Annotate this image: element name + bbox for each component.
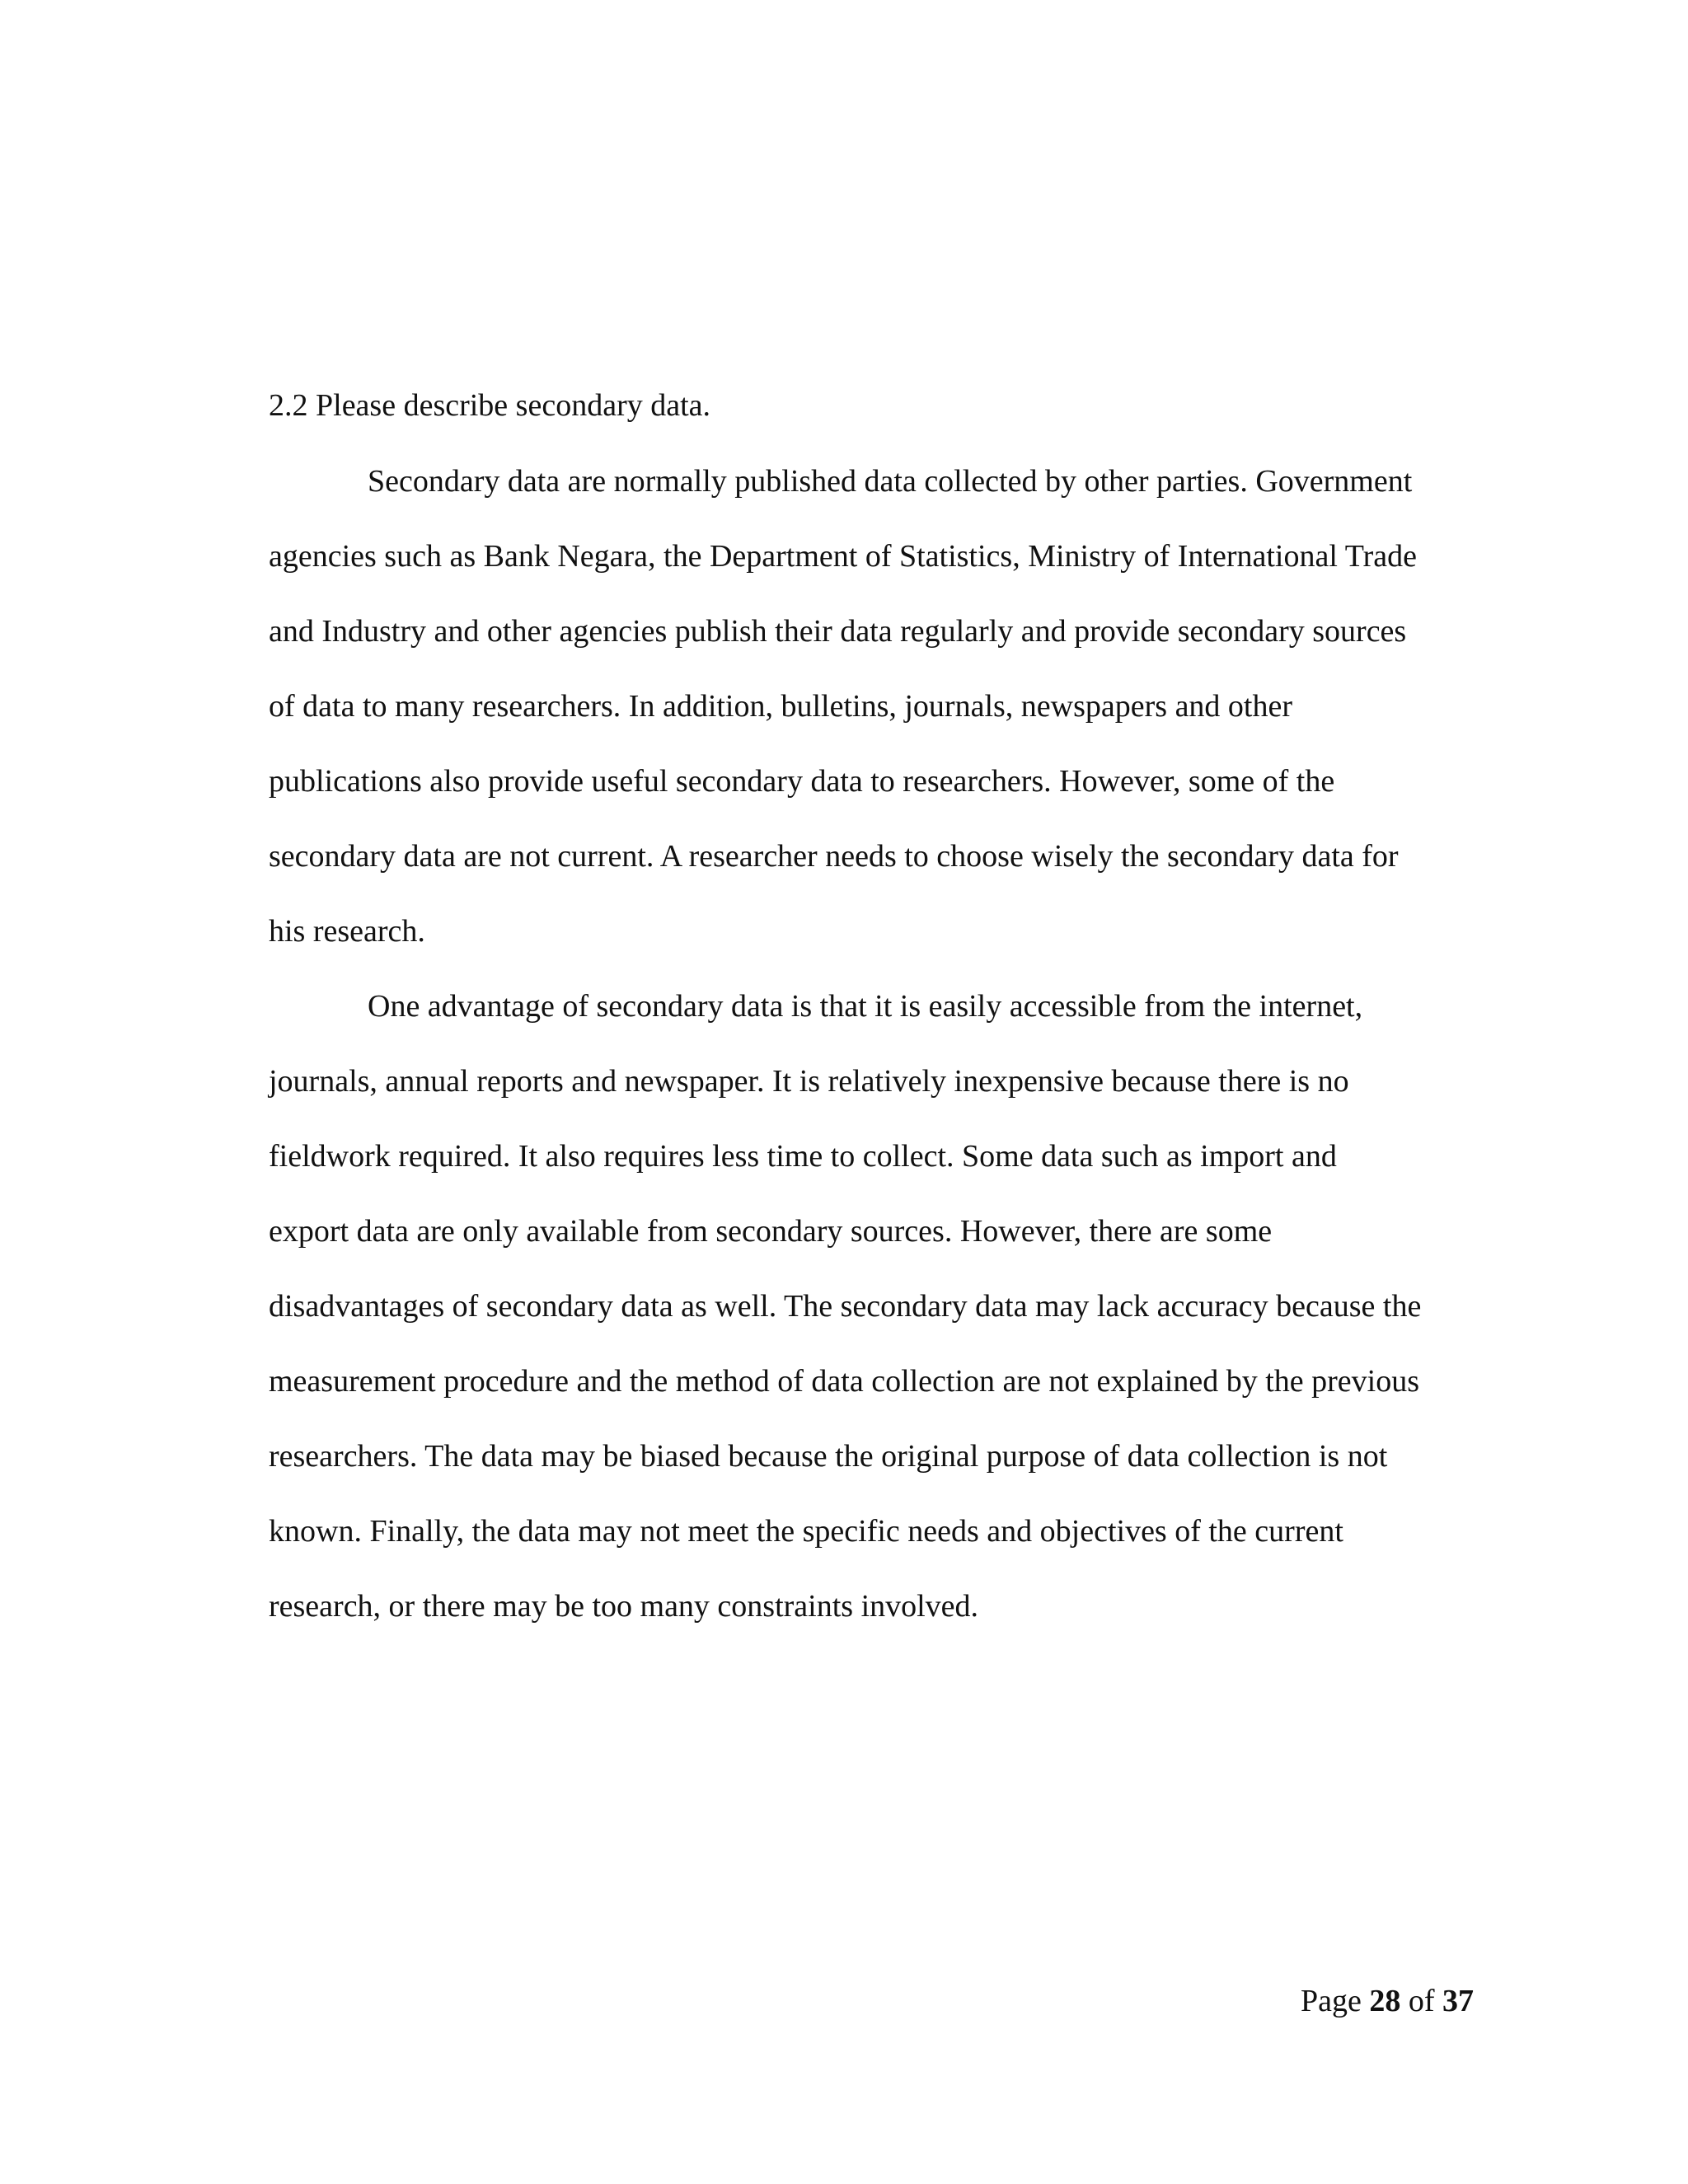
page-of: of	[1408, 1984, 1435, 2018]
text-line: disadvantages of secondary data as well. The secondary data may lack accuracy because the	[269, 1289, 1422, 1324]
text-line: journals, annual reports and newspaper. It is relatively inexpensive because there is no	[269, 1064, 1349, 1099]
page-label: Page	[1300, 1984, 1362, 2018]
text-line: his research.	[269, 914, 425, 949]
text-line: agencies such as Bank Negara, the Department of Statistics, Ministry of International Trade	[269, 539, 1417, 574]
text-line: export data are only available from secondary sources. However, there are some	[269, 1214, 1273, 1249]
text-line: publications also provide useful secondary data to researchers. However, some of the	[269, 764, 1335, 799]
current-page: 28	[1369, 1984, 1401, 2018]
text-line: research, or there may be too many constraints involved.	[269, 1589, 979, 1624]
total-pages: 37	[1442, 1984, 1474, 2018]
text-line: known. Finally, the data may not meet the specific needs and objectives of the current	[269, 1514, 1343, 1549]
page-number	[1301, 1981, 1474, 2021]
text-line: One advantage of secondary data is that it is easily accessible from the internet,	[368, 989, 1363, 1024]
answer-body	[269, 462, 1554, 1661]
text-line: researchers. The data may be biased because the original purpose of data collection is not	[269, 1439, 1388, 1474]
question-heading: 2.2 Please describe secondary data.	[269, 388, 711, 423]
text-line: secondary data are not current. A researcher needs to choose wisely the secondary data for	[269, 839, 1399, 874]
text-line: Secondary data are normally published data collected by other parties. Government	[368, 464, 1413, 499]
text-line: fieldwork required. It also requires less time to collect. Some data such as import and	[269, 1139, 1337, 1174]
text-line: and Industry and other agencies publish their data regularly and provide secondary sources	[269, 614, 1407, 649]
text-line: of data to many researchers. In addition, bulletins, journals, newspapers and other	[269, 689, 1293, 724]
text-line: measurement procedure and the method of data collection are not explained by the previous	[269, 1364, 1419, 1399]
